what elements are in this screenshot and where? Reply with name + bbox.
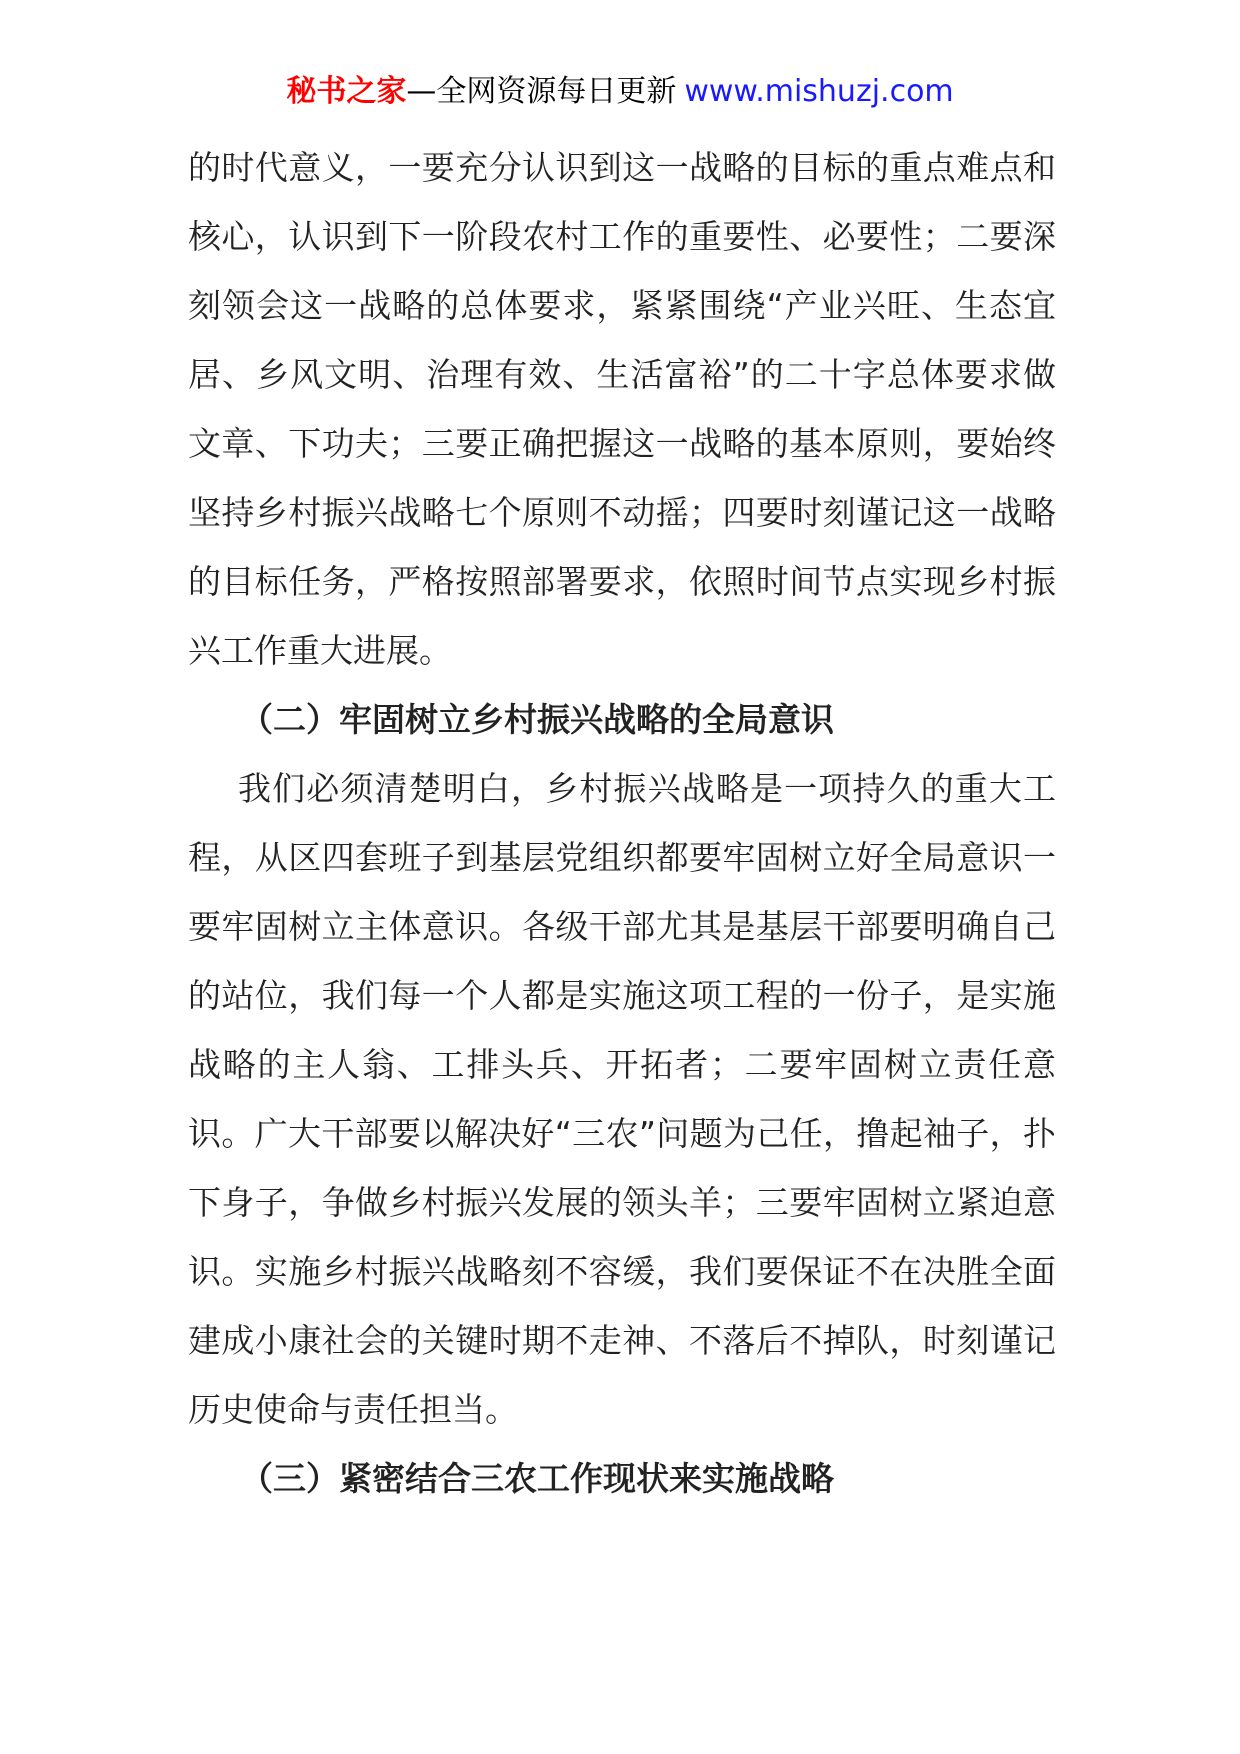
site-header — [0, 72, 1240, 112]
site-url-link[interactable]: www.mishuzj.com — [684, 74, 954, 109]
header-tagline: —全网资源每日更新 — [406, 74, 677, 109]
paragraph-2: 我们必须清楚明白，乡村振兴战略是一项持久的重大工程，从区四套班子到基层党组织都要牢固树立好全局意识一要牢固树立主体意识。各级干部尤其是基层干部要明确自己的站位，我们每一个人都是实施这项工程的一份子，是实施战略的主人翁、工排头兵、开拓者；二要牢固树立责任意识。广大干部要以解决好“三农”问题为己任，撸起袖子，扑下身子，争做乡村振兴发展的领头羊；三要牢固树立紧迫意识。实施乡村振兴战略刻不容缓，我们要保证不在决胜全面建成小康社会的关键时期不走神、不落后不掉队，时刻谨记历史使命与责任担当。 — [188, 769, 1056, 1429]
section-heading-2: （二）牢固树立乡村振兴战略的全局意识 — [240, 700, 834, 739]
section-heading-3: （三）紧密结合三农工作现状来实施战略 — [240, 1459, 834, 1498]
document-body — [188, 133, 1056, 1513]
brand-name: 秘书之家 — [286, 74, 407, 109]
paragraph-1: 的时代意义，一要充分认识到这一战略的目标的重点难点和核心，认识到下一阶段农村工作的重要性、必要性；二要深刻领会这一战略的总体要求，紧紧围绕“产业兴旺、生态宜居、乡风文明、治理有效、生活富裕”的二十字总体要求做文章、下功夫；三要正确把握这一战略的基本原则，要始终坚持乡村振兴战略七个原则不动摇；四要时刻谨记这一战略的目标任务，严格按照部署要求，依照时间节点实现乡村振兴工作重大进展。 — [188, 148, 1056, 670]
